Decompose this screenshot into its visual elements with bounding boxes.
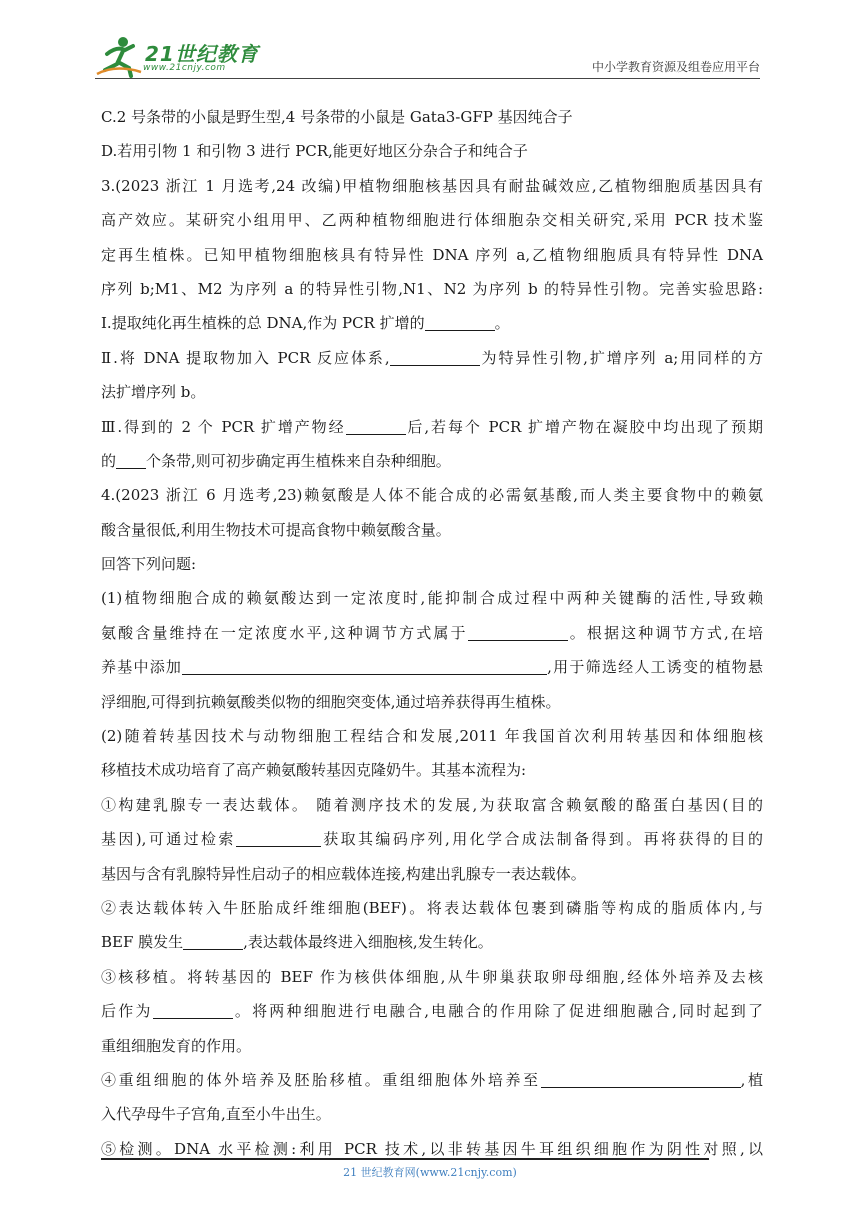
line-text-after-blank: 获取其编码序列,用化学合成法制备得到。再将获得的目的	[320, 830, 763, 849]
line-text: 4.(2023 浙江 6 月选考,23)赖氨酸是人体不能合成的必需氨基酸,而人类主要食物中的赖氨	[101, 486, 763, 505]
line-text: 入代孕母牛子宫角,直至小牛出生。	[101, 1105, 331, 1124]
line-text-after-blank: 为特异性引物,扩增序列 a;用同样的方	[479, 348, 763, 367]
answer-blank	[425, 313, 495, 331]
line-text: (2)随着转基因技术与动物细胞工程结合和发展,2011 年我国首次利用转基因和体细胞核	[101, 727, 763, 746]
text-line	[101, 375, 763, 409]
line-text: Ⅲ.得到的 2 个 PCR 扩增产物经	[101, 417, 346, 436]
line-text: 序列 b;M1、M2 为序列 a 的特异性引物,N1、N2 为序列 b 的特异性引物。完善实验思路:	[101, 279, 763, 298]
answer-blank	[468, 623, 568, 641]
text-line	[101, 753, 763, 787]
text-line	[101, 169, 763, 203]
answer-blank	[390, 348, 480, 366]
text-line	[101, 650, 763, 684]
text-line	[101, 513, 763, 547]
text-line	[101, 857, 763, 891]
text-line	[101, 410, 763, 444]
line-text: ①构建乳腺专一表达载体。 随着测序技术的发展,为获取富含赖氨酸的酪蛋白基因(目的	[101, 795, 763, 814]
line-text: 浮细胞,可得到抗赖氨酸类似物的细胞突变体,通过培养获得再生植株。	[101, 692, 561, 711]
line-text: 定再生植株。已知甲植物细胞核具有特异性 DNA 序列 a,乙植物细胞质具有特异性 DNA	[101, 245, 763, 264]
text-line	[101, 960, 763, 994]
line-text: Ⅰ.提取纯化再生植株的总 DNA,作为 PCR 扩增的	[101, 314, 425, 333]
answer-blank	[541, 1070, 741, 1088]
line-text: 重组细胞发育的作用。	[101, 1036, 252, 1055]
line-text: 基因与含有乳腺特异性启动子的相应载体连接,构建出乳腺专一表达载体。	[101, 864, 586, 883]
line-text-after-blank: 。	[494, 314, 510, 333]
line-text: 的	[101, 451, 117, 470]
text-line	[101, 891, 763, 925]
header-slogan: 中小学教育资源及组卷应用平台	[591, 60, 760, 74]
line-text: BEF 膜发生	[101, 933, 184, 952]
line-text: 法扩增序列 b。	[101, 383, 206, 402]
text-line	[101, 1063, 763, 1097]
document-body	[101, 100, 763, 1166]
text-line	[101, 994, 763, 1028]
line-text: ⑤检测。DNA 水平检测:利用 PCR 技术,以非转基因牛耳组织细胞作为阴性对照,以	[101, 1139, 763, 1158]
text-line	[101, 478, 763, 512]
line-text: ②表达载体转入牛胚胎成纤维细胞(BEF)。将表达载体包裹到磷脂等构成的脂质体内,与	[101, 898, 763, 917]
text-line	[101, 272, 763, 306]
text-line	[101, 238, 763, 272]
line-text-after-blank: ,表达载体最终进入细胞核,发生转化。	[243, 933, 493, 952]
line-text: 移植技术成功培育了高产赖氨酸转基因克隆奶牛。其基本流程为:	[101, 761, 527, 780]
text-line	[101, 341, 763, 375]
text-line	[101, 306, 763, 340]
answer-blank	[116, 451, 146, 469]
text-line	[101, 547, 763, 581]
line-text: 基因),可通过检索	[101, 830, 236, 849]
line-text-after-blank: ,用于筛选经人工诱变的植物悬	[547, 658, 763, 677]
line-text: 高产效应。某研究小组用甲、乙两种植物细胞进行体细胞杂交相关研究,采用 PCR 技术鉴	[101, 211, 763, 230]
line-text: 酸含量很低,利用生物技术可提高食物中赖氨酸含量。	[101, 520, 451, 539]
line-text-after-blank: 。根据这种调节方式,在培	[567, 623, 763, 642]
line-text: 3.(2023 浙江 1 月选考,24 改编)甲植物细胞核基因具有耐盐碱效应,乙植物细胞质基因具有	[101, 176, 763, 195]
line-text-after-blank: 。将两种细胞进行电融合,电融合的作用除了促进细胞融合,同时起到了	[232, 1002, 763, 1021]
line-text: ③核移植。将转基因的 BEF 作为核供体细胞,从牛卵巢获取卵母细胞,经体外培养及去核	[101, 967, 763, 986]
page-footer: 21 世纪教育网(www.21cnjy.com)	[343, 1166, 517, 1179]
text-line	[101, 1029, 763, 1063]
answer-blank	[182, 657, 547, 675]
text-line	[101, 925, 763, 959]
text-line	[101, 581, 763, 615]
line-text: Ⅱ.将 DNA 提取物加入 PCR 反应体系,	[101, 348, 390, 367]
runner-logo-icon	[95, 34, 145, 78]
text-line	[101, 1132, 763, 1166]
line-text: C.2 号条带的小鼠是野生型,4 号条带的小鼠是 Gata3-GFP 基因纯合子	[101, 108, 573, 126]
line-text: D.若用引物 1 和引物 3 进行 PCR,能更好地区分杂合子和纯合子	[101, 142, 528, 161]
line-text: 氨酸含量维持在一定浓度水平,这种调节方式属于	[101, 623, 468, 642]
line-text: 回答下列问题:	[101, 555, 197, 574]
text-line	[101, 1097, 763, 1131]
line-text-after-blank: ,植	[740, 1070, 763, 1089]
header-divider	[95, 78, 760, 79]
text-line	[101, 616, 763, 650]
answer-blank	[153, 1001, 233, 1019]
line-text: ④重组细胞的体外培养及胚胎移植。重组细胞体外培养至	[101, 1070, 541, 1089]
line-text: (1)植物细胞合成的赖氨酸达到一定浓度时,能抑制合成过程中两种关键酶的活性,导致赖	[101, 589, 763, 608]
logo-text: 21世纪教育	[145, 42, 259, 66]
line-text: 后作为	[101, 1002, 153, 1021]
text-line	[101, 134, 763, 168]
text-line	[101, 685, 763, 719]
logo-url: www.21cnjy.com	[143, 63, 226, 73]
answer-blank	[183, 932, 243, 950]
answer-blank	[236, 829, 321, 847]
text-line	[101, 444, 763, 478]
text-line	[101, 100, 763, 134]
line-text-after-blank: 后,若每个 PCR 扩增产物在凝胶中均出现了预期	[405, 417, 763, 436]
line-text-after-blank: 个条带,则可初步确定再生植株来自杂种细胞。	[146, 451, 451, 470]
text-line	[101, 203, 763, 237]
text-line	[101, 719, 763, 753]
line-text: 养基中添加	[101, 658, 183, 677]
answer-blank	[346, 417, 406, 435]
text-line	[101, 822, 763, 856]
footer-divider	[101, 1158, 709, 1160]
page-header	[95, 30, 760, 82]
site-logo[interactable]	[95, 34, 265, 78]
text-line	[101, 788, 763, 822]
